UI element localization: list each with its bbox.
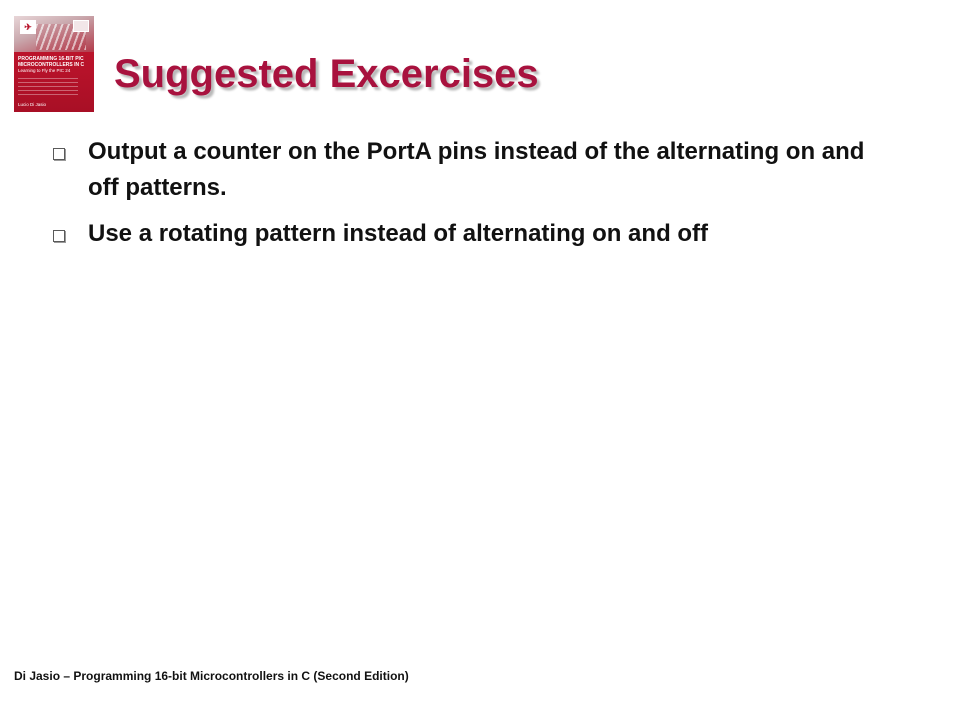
bullet-item (50, 134, 880, 206)
slide-footer: Di Jasio – Programming 16-bit Microcontrollers in C (Second Edition) (14, 669, 409, 683)
cover-author: Lucio Di Jasio (18, 102, 47, 107)
cover-title-line2: MICROCONTROLLERS IN C (18, 62, 85, 68)
square-bullet-icon (53, 230, 65, 242)
bullet-text: Use a rotating pattern instead of alternating on and off (88, 220, 709, 247)
bullet-list (50, 134, 880, 262)
publisher-logo-icon: ✈ (20, 20, 36, 34)
cover-title-line1: PROGRAMMING 16-BIT PIC (18, 56, 84, 62)
bullet-item (50, 216, 880, 252)
square-bullet-icon (53, 148, 65, 160)
bullet-text: Output a counter on the PortA pins instead of the alternating on and off patterns. (88, 138, 865, 201)
cover-subtitle: Learning to Fly the PIC 24 (18, 68, 71, 73)
book-cover-image (14, 16, 94, 112)
slide-title: Suggested Excercises (114, 52, 539, 96)
cover-text-lines (18, 78, 78, 98)
cover-badge (73, 20, 89, 32)
cover-title (18, 56, 92, 74)
